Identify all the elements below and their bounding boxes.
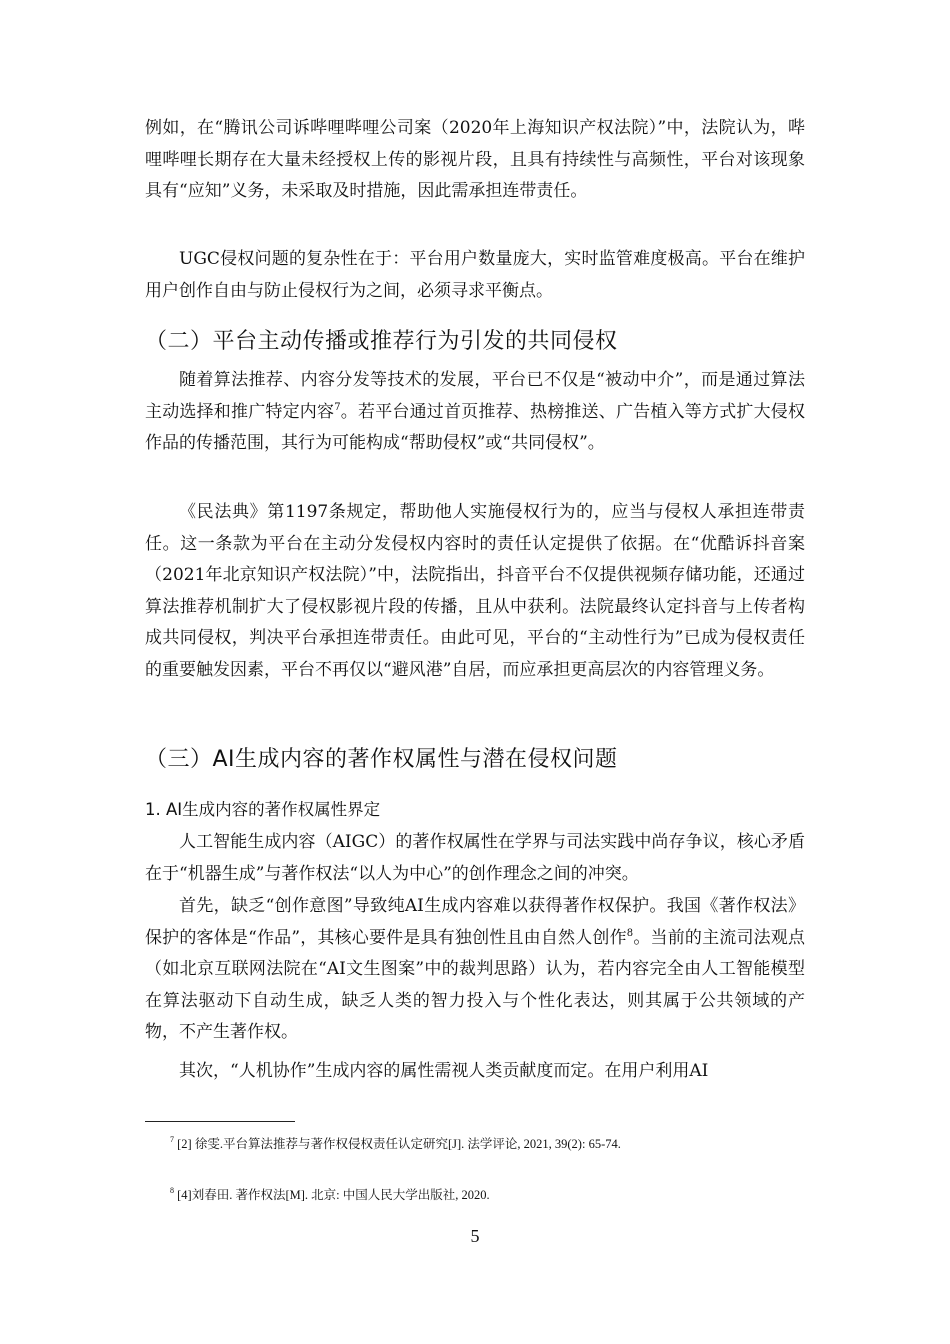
paragraph-aigc-dispute (145, 827, 805, 890)
paragraph-text: 《民法典》第1197条规定，帮助他人实施侵权行为的，应当与侵权人承担连带责任。这一条款为平台在主动分发侵权内容时的责任认定提供了依据。在“优酷诉抖音案（2021年北京知识产权法院）”中，法院指出，抖音平台不仅提供视频存储功能，还通过算法推荐机制扩大了侵权影视片段的传播，且从中获利。法院最终认定抖音与上传者构成共同侵权，判决平台承担连带责任。由此可见，平台的“主动性行为”已成为侵权责任的重要触发因素，平台不再仅以“避风港”自居，而应承担更高层次的内容管理义务。 (145, 502, 805, 680)
page-number: 5 (470, 1226, 480, 1246)
paragraph-civil-code (145, 497, 805, 686)
paragraph-text: UGC侵权问题的复杂性在于：平台用户数量庞大，实时监管难度极高。平台在维护用户创作自由与防止侵权行为之间，必须寻求平衡点。 (145, 249, 805, 301)
paragraph-text: 。若平台通过首页推荐、热榜推送、广告植入等方式扩大侵权作品的传播范围，其行为可能构成“帮助侵权”或“共同侵权”。 (145, 401, 806, 453)
paragraph-text: 。当前的主流司法观点（如北京互联网法院在“AI文生图案”中的裁判思路）认为，若内容完全由人工智能模型在算法驱动下自动生成，缺乏人类的智力投入与个性化表达，则其属于公共领域的产物，不产生著作权。 (145, 927, 805, 1042)
paragraph-text: 例如，在“腾讯公司诉哔哩哔哩公司案（2020年上海知识产权法院）”中，法院认为，哔哩哔哩长期存在大量未经授权上传的影视片段，且具有持续性与高频性，平台对该现象具有“应知”义务，未采取及时措施，因此需承担连带责任。 (145, 118, 805, 201)
section-heading-2: （二）平台主动传播或推荐行为引发的共同侵权 (145, 329, 618, 354)
paragraph-tencent-case (145, 113, 805, 208)
paragraph-ugc-complexity (145, 244, 805, 307)
paragraph-human-machine (145, 1056, 805, 1088)
footnote-mark: 7 (170, 1135, 174, 1144)
paragraph-text: 人工智能生成内容（AIGC）的著作权属性在学界与司法实践中尚存争议，核心矛盾在于“机器生成”与著作权法“以人为中心”的创作理念之间的冲突。 (145, 832, 805, 884)
footnote-text: [4]刘春田. 著作权法[M]. 北京: 中国人民大学出版社, 2020. (177, 1188, 490, 1202)
subsection-heading-1: 1. AI生成内容的著作权属性界定 (145, 800, 381, 819)
paragraph-creative-intent (145, 891, 805, 1049)
section-heading-3: （三）AI生成内容的著作权属性与潜在侵权问题 (145, 747, 618, 772)
footnote-7 (170, 1135, 790, 1153)
footnote-ref-8[interactable]: 8 (626, 927, 634, 939)
footnote-ref-7[interactable]: 7 (334, 401, 341, 413)
paragraph-text: 首先，缺乏“创作意图”导致纯AI生成内容难以获得著作权保护。我国《著作权法》保护的客体是“作品”，其核心要件是具有独创性且由自然人创作 (145, 896, 805, 948)
footnote-separator (145, 1121, 295, 1122)
footnote-8 (170, 1186, 790, 1204)
paragraph-algorithm-recommendation (145, 365, 805, 460)
paragraph-text: 随着算法推荐、内容分发等技术的发展，平台已不仅是“被动中介”，而是通过算法主动选择和推广特定内容 (145, 370, 805, 422)
paragraph-text: 其次，“人机协作”生成内容的属性需视人类贡献度而定。在用户利用AI (179, 1061, 709, 1081)
footnote-text: [2] 徐雯.平台算法推荐与著作权侵权责任认定研究[J]. 法学评论, 2021, 39(2): 65-74. (177, 1137, 621, 1151)
footnote-mark: 8 (170, 1186, 174, 1195)
